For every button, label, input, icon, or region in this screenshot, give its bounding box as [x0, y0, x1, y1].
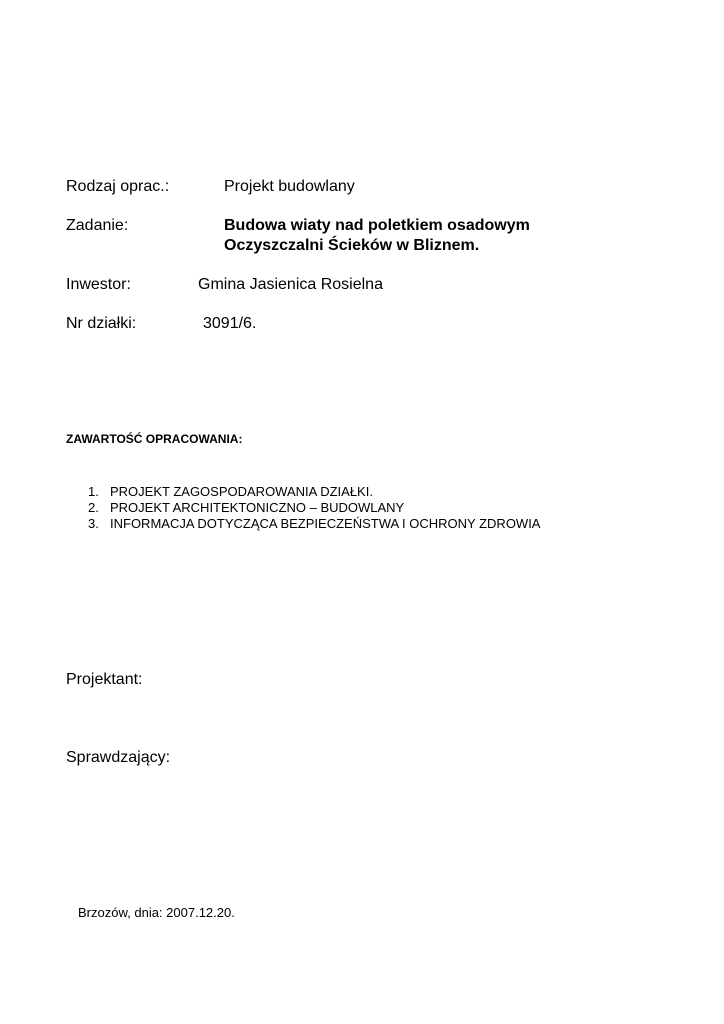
list-item-text: INFORMACJA DOTYCZĄCA BEZPIECZEŃSTWA I OCHRONY ZDROWIA	[110, 516, 541, 531]
task-label: Zadanie:	[66, 217, 129, 234]
type-value: Projekt budowlany	[224, 178, 355, 195]
checker-label: Sprawdzający:	[66, 749, 171, 766]
investor-label: Inwestor:	[66, 276, 131, 293]
list-item-number: 2.	[88, 500, 99, 515]
place-date: Brzozów, dnia: 2007.12.20.	[78, 905, 235, 920]
designer-label: Projektant:	[66, 671, 143, 688]
plot-value: 3091/6.	[203, 315, 257, 332]
list-item	[88, 516, 648, 534]
list-item-text: PROJEKT ARCHITEKTONICZNO – BUDOWLANY	[110, 500, 405, 515]
plot-label: Nr działki:	[66, 315, 137, 332]
investor-value: Gmina Jasienica Rosielna	[198, 276, 383, 293]
contents-heading: ZAWARTOŚĆ OPRACOWANIA:	[66, 432, 243, 446]
list-item-number: 3.	[88, 516, 99, 531]
type-label: Rodzaj oprac.:	[66, 178, 170, 195]
list-item-text: PROJEKT ZAGOSPODAROWANIA DZIAŁKI.	[110, 484, 373, 499]
task-value-line2: Oczyszczalni Ścieków w Bliznem.	[224, 237, 480, 254]
list-item-number: 1.	[88, 484, 99, 499]
task-value-line1: Budowa wiaty nad poletkiem osadowym	[224, 217, 530, 234]
